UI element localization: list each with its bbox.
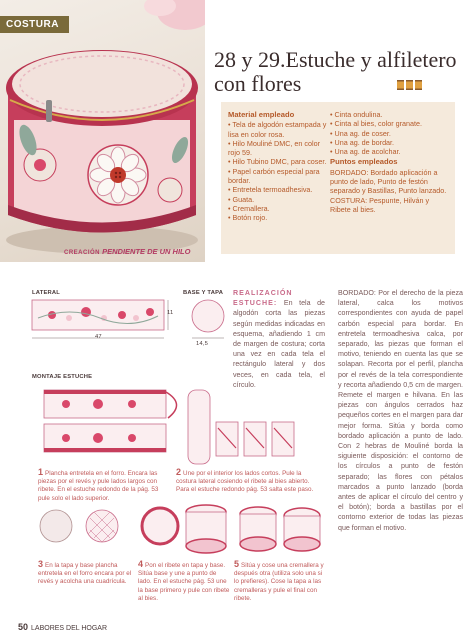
step-text: Sitúa y cose una cremallera y después otra (utiliza solo una si lo prefieres). Cose la tapa a las cremalleras y pule el final con ribete. <box>234 562 324 602</box>
material-item: • Una ag. de bordar. <box>330 137 395 147</box>
material-item: • Cinta al bies, color granate. <box>330 119 423 129</box>
lateral-label: LATERAL <box>32 290 61 296</box>
base-width-dim: 14,5 <box>196 341 209 347</box>
step-1 <box>38 468 162 503</box>
material-item: • Cremallera. <box>228 203 270 213</box>
intro-runin: REALIZACIÓN ESTUCHE: <box>233 289 293 308</box>
credit-name: PENDIENTE DE UN HILO <box>102 247 191 256</box>
step-number: 3 <box>38 559 44 569</box>
intro-paragraph <box>233 288 325 390</box>
section-tag: COSTURA <box>0 16 69 33</box>
material-item: • Botón rojo. <box>228 213 268 223</box>
product-photo <box>0 0 205 262</box>
material-item: • Papel carbón especial para bordar. <box>228 166 320 186</box>
materials-heading: Material empleado <box>228 110 295 119</box>
thread-spools-icon <box>397 80 423 90</box>
step-number: 2 <box>176 467 182 477</box>
page-number: 50 <box>18 622 29 632</box>
material-item: • Guata. <box>228 194 255 204</box>
lateral-width-dim: 47 <box>95 334 102 340</box>
article-title: 28 y 29.Estuche y alfiletero con flores <box>214 47 457 96</box>
lateral-height-dim: 11 <box>167 310 174 316</box>
step-3 <box>38 560 132 587</box>
materials-left-column <box>228 110 328 223</box>
material-item: • Hilo Tubino DMC, para coser. <box>228 157 327 167</box>
magazine-name: LABORES DEL HOGAR <box>31 625 108 632</box>
instructions-column: BORDADO: Por el derecho de la pieza lateral, calca los motivos correspondientes con ayuda de papel carbón especial para bordar. En entretela termoadhesiva calca, por separado, las piezas que forman el motivo, teniendo en cuenta las que se solapan. Recorta por el perfil, plancha por el revés de la tela correspondiente y recorta añadiendo 0,5 cm de margen. Remete el margen e hilvana. En las piezas con ángulos cerrados haz pequeños cortes en el margen para dar mejor forma. Sitúa y borda como bordado aplicación a punto de lado. Con 2 hebras de Mouliné borda la siguiente disposición: el contorno de los círculos a punto de festón separado; las flores con pétalos marcados a punto lanzado (borda antes de aplicar el círculo del centro y el botón); borda a bastillas por el contorno exterior de todas las piezas que forman el motivo. <box>338 289 463 532</box>
step-text: En la tapa y base plancha entretela en el forro encara por el revés y acolcha una cuadrícula. <box>38 562 132 586</box>
step-text: Pon el ribete en tapa y base. Sitúa base y une a punto de lado. En el estuche pág. 53 une la base primero y pule con ribete al bies. <box>138 562 230 602</box>
sewing-case-illustration <box>0 0 205 262</box>
assembly-label: MONTAJE ESTUCHE <box>32 374 93 380</box>
material-item: • Tela de algodón estampada y lisa en color rosa. <box>228 120 327 139</box>
materials-box <box>221 102 455 254</box>
material-item: • Cinta ondulina. <box>330 110 383 119</box>
step-4 <box>138 560 230 603</box>
material-item: • Entretela termoadhesiva. <box>228 185 313 195</box>
photo-credit <box>64 247 190 256</box>
page-footer <box>18 622 107 632</box>
step-5 <box>234 560 328 603</box>
step-text: Une por el interior los lados cortos. Pule la costura lateral cosiendo el ribete al bies abierto. Para el estuche redondo pág. 53 salta este paso. <box>176 470 314 494</box>
material-item: • Una ag. de coser. <box>330 128 391 138</box>
material-item: • Hilo Mouliné DMC, en color rojo 59. <box>228 138 320 158</box>
credit-label: CREACIÓN <box>64 250 101 256</box>
step-number: 1 <box>38 467 44 477</box>
step-text: Plancha entretela en el forro. Encara las piezas por el revés y pule lados largos con ribete. En el estuche redondo de la pág. 53 pule solo el lado superior. <box>38 470 159 502</box>
material-item: • Una ag. de acolchar. <box>330 147 401 157</box>
stitches-text: BORDADO: Bordado aplicación a punto de lado, Punto de festón separado y Bastillas, Punto lanzado. COSTURA: Pespunte, Hilván y Ribete al bies. <box>330 167 447 214</box>
materials-right-column <box>330 110 448 214</box>
step-number: 4 <box>138 559 144 569</box>
intro-text: En tela de algodón corta las piezas según medidas indicadas en esquema, añadiendo 1 cm de margen de costura; corta una vez en cada tela el rectángulo lateral y dos veces, en cada tela, el círculo. <box>233 299 325 389</box>
stitches-heading: Puntos empleados <box>330 157 398 167</box>
step-number: 5 <box>234 559 240 569</box>
step-2 <box>176 468 322 495</box>
base-label: BASE Y TAPA <box>183 290 224 296</box>
